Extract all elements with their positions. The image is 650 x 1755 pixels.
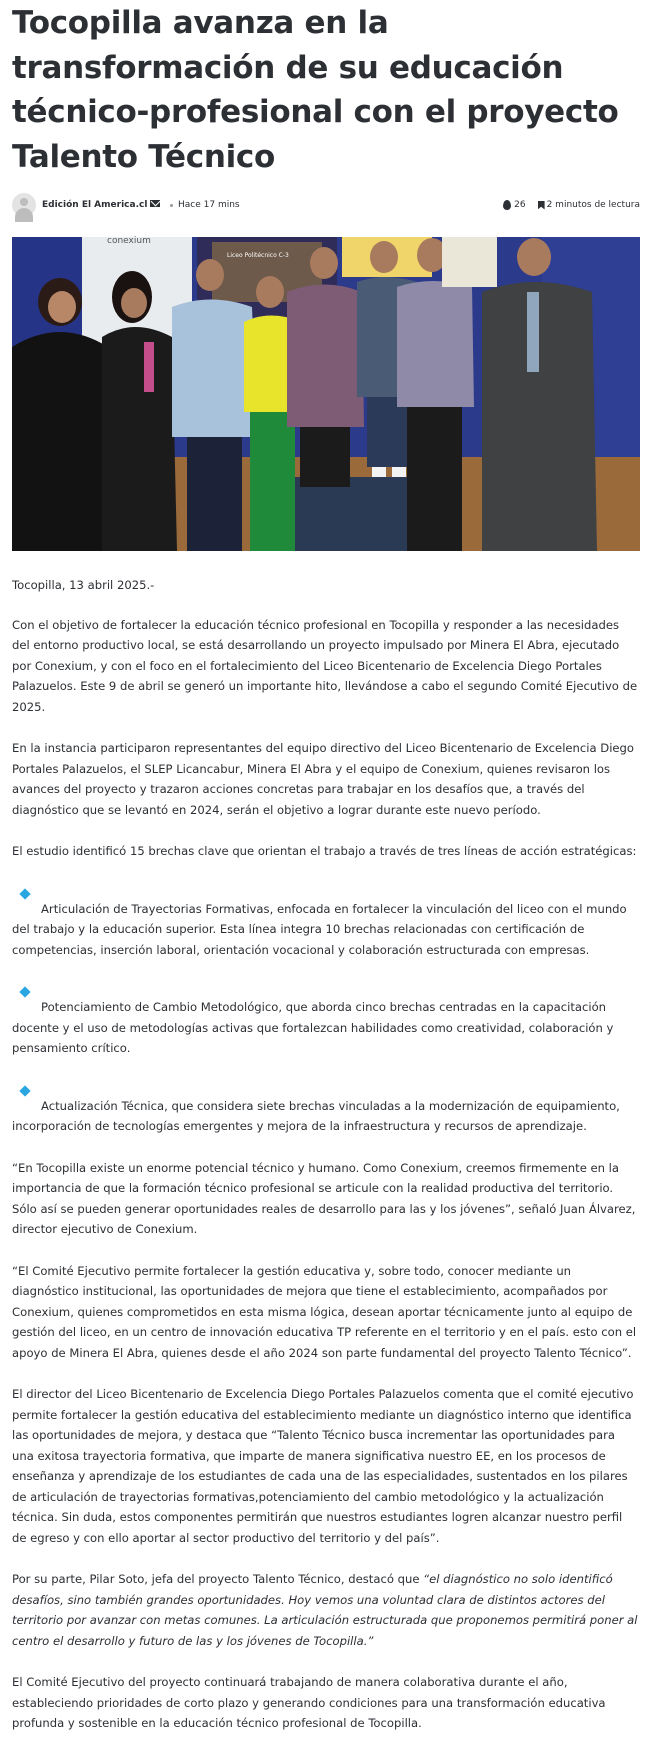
dateline: Tocopilla, 13 abril 2025.- [12,578,155,592]
avatar[interactable] [12,193,36,217]
paragraph: Por su parte, Pilar Soto, jefa del proyecto Talento Técnico, destacó que “el diagnóstico no solo identificó desafíos, sino también grandes oportunidades. Hoy vemos una voluntad clara de distintos actores del territorio por avanzar con metas comunes. La articulación estructurada que proponemos permitirá poner al centro el desarrollo y futuro de las y los jóvenes de Tocopilla.” [12,1572,638,1648]
featured-image[interactable] [12,237,640,551]
article-body [12,575,640,1734]
mail-icon[interactable] [150,200,160,207]
view-count: 26 [514,200,526,210]
paragraph: “En Tocopilla existe un enorme potencial técnico y humano. Como Conexium, creemos firmemente en la importancia de que la formación técnico profesional se articule con la realidad productiva del territorio. Sólo así se pueden generar oportunidades reales de desarrollo para las y los jóvenes”, señaló Juan Álvarez, director ejecutivo de Conexium. [12,1160,636,1236]
article [12,0,640,1755]
group-photo [12,237,640,551]
diamond-bullet-icon [19,888,30,899]
article-meta [12,191,640,221]
author-name[interactable]: Edición El America.cl [42,200,160,210]
flame-icon [503,200,511,210]
list-item: Actualización Técnica, que considera siete brechas vinculadas a la modernización de equipamiento, incorporación de tecnologías emergentes y mejora de la infraestructura y recursos de aprendizaje. [12,1096,640,1137]
paragraph: El estudio identificó 15 brechas clave que orientan el trabajo a través de tres líneas de acción estratégicas: [12,844,637,858]
banner-text-2: Liceo Politécnico C-3 [227,252,289,259]
separator-dot [170,204,173,207]
publish-time: Hace 17 mins [178,200,240,210]
quote: “el diagnóstico no solo identificó desafíos, sino también grandes oportunidades. Hoy vemos una voluntad clara de distintos actores del territorio por avanzar con metas comunes. La articulación estructurada que proponemos permitirá poner al centro el desarrollo y futuro de las y los jóvenes de Tocopilla.” [12,1572,638,1648]
list-item: Potenciamiento de Cambio Metodológico, que aborda cinco brechas centradas en la capacitación docente y el uso de metodologías activas que fortalezcan habilidades como creatividad, colaboración y pensamiento crítico. [12,997,640,1059]
article-title: Tocopilla avanza en la transformación de su educación técnico-profesional con el proyecto Talento Técnico [12,5,619,175]
article-stats [503,200,640,210]
paragraph: El director del Liceo Bicentenario de Excelencia Diego Portales Palazuelos comenta que el comité ejecutivo permite fortalecer la gestión educativa del establecimiento mediante un diagnóstico interno que identifica las oportunidades de mejora, y destaca que “Talento Técnico busca incrementar las oportunidades para una exitosa trayectoria formativa, que imparte de manera significativa nuestro EE, en los procesos de enseñanza y aprendizaje de los estudiantes de cada una de las especialidades, sustentados en los pilares de articulación de trayectorias formativas,potenciamiento del cambio metodológico y la actualización técnica. Sin duda, estos componentes permitirán que nuestros estudiantes logren alcanzar nuestro perfil de egreso y con ello aportar al sector productivo del territorio y del país”. [12,1387,634,1545]
paragraph: “El Comité Ejecutivo permite fortalecer la gestión educativa y, sobre todo, conocer mediante un diagnóstico institucional, las oportunidades de mejora que tiene el establecimiento, acompañados por Conexium, quienes comprometidos en esta misma lógica, desean aportar técnicamente junto al equipo de gestión del liceo, en un centro de innovación educativa TP referente en el territorio y en el país. esto con el apoyo de Minera El Abra, quienes desde el año 2024 son parte fundamental del proyecto Talento Técnico”. [12,1263,637,1360]
list-item: Articulación de Trayectorias Formativas, enfocada en fortalecer la vinculación del liceo con el mundo del trabajo y la educación superior. Esta línea integra 10 brechas relacionadas con certificación de competencias, inserción laboral, orientación vocacional y colaboración estructurada con empresas. [12,899,640,961]
read-time: 2 minutos de lectura [546,200,640,210]
diamond-bullet-icon [19,1085,30,1096]
banner-text-1: conexium [107,236,151,246]
paragraph: Con el objetivo de fortalecer la educación técnico profesional en Tocopilla y responder a las necesidades del entorno productivo local, se está desarrollando un proyecto impulsado por Minera El Abra, ejecutado por Conexium, y con el foco en el fortalecimiento del Liceo Bicentenario de Excelencia Diego Portales Palazuelos. Este 9 de abril se generó un importante hito, llevándose a cabo el segundo Comité Ejecutivo de 2025. [12,617,638,714]
bookmark-icon [538,201,545,210]
paragraph: En la instancia participaron representantes del equipo directivo del Liceo Bicentenario de Excelencia Diego Portales Palazuelos, el SLEP Licancabur, Minera El Abra y el equipo de Conexium, quienes revisaron los avances del proyecto y trazaron acciones concretas para trabajar en los desafíos que, a través del diagnóstico que se levantó en 2024, serán el objetivo a lograr durante este nuevo período. [12,741,635,817]
paragraph: El Comité Ejecutivo del proyecto continuará trabajando de manera colaborativa durante el año, estableciendo prioridades de corto plazo y generando condiciones para una transformación educativa profunda y sostenible en la educación técnico profesional de Tocopilla. [12,1675,606,1730]
diamond-bullet-icon [19,986,30,997]
